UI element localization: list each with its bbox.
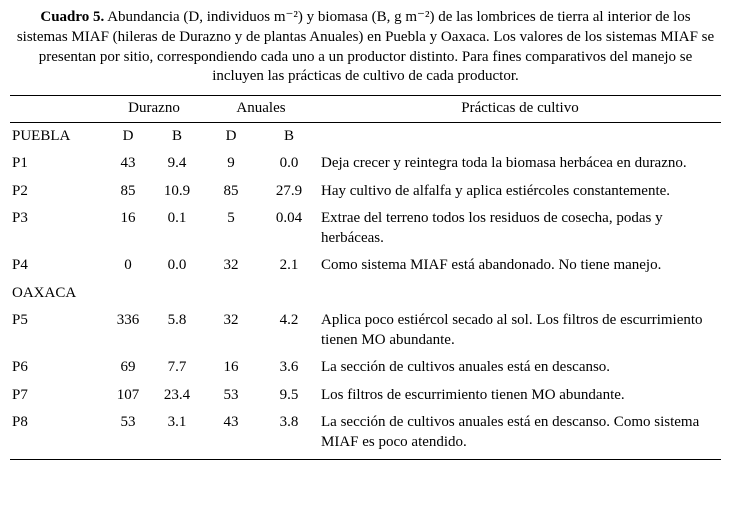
site-cell: P4	[12, 257, 28, 274]
site-cell: P1	[12, 155, 28, 172]
anuales-b-cell: 9.5	[279, 386, 299, 403]
durazno-b-cell: 9.4	[167, 155, 187, 172]
anuales-d-cell: 5	[227, 210, 235, 227]
data-table	[10, 95, 721, 460]
durazno-d-cell: 69	[120, 359, 136, 376]
anuales-d-cell: 9	[227, 155, 235, 172]
anuales-b-cell: 3.8	[259, 409, 319, 460]
anuales-d-cell: 43	[203, 409, 259, 460]
subheader-anuales-b: B	[283, 127, 294, 144]
site-cell: P2	[12, 182, 28, 199]
anuales-d-cell: 16	[223, 359, 239, 376]
site-cell: P3	[12, 210, 28, 227]
anuales-d-cell: 32	[223, 257, 239, 274]
section-name: OAXACA	[12, 284, 77, 301]
table-row	[10, 307, 721, 354]
site-cell: P6	[12, 359, 28, 376]
durazno-b-cell: 0.1	[167, 210, 187, 227]
site-cell: P7	[12, 386, 28, 403]
table-row	[10, 178, 721, 206]
anuales-d-cell: 85	[223, 182, 239, 199]
anuales-d-cell: 53	[223, 386, 239, 403]
practice-cell: Como sistema MIAF está abandonado. No tiene manejo.	[321, 257, 662, 274]
anuales-d-cell: 32	[223, 312, 239, 329]
section-name: PUEBLA	[12, 127, 71, 144]
subheader-durazno-d: D	[122, 127, 134, 144]
anuales-b-cell: 3.6	[279, 359, 299, 376]
subheader-anuales-d: D	[225, 127, 237, 144]
col-header-practicas: Prácticas de cultivo	[319, 96, 721, 123]
durazno-b-cell: 0.0	[167, 257, 187, 274]
empty-cell	[319, 122, 721, 150]
anuales-b-cell: 27.9	[275, 182, 303, 199]
anuales-b-cell: 2.1	[279, 257, 299, 274]
practice-cell: La sección de cultivos anuales está en descanso. Como sistema MIAF es poco atendido.	[319, 409, 721, 460]
table-row	[10, 382, 721, 410]
empty-header-cell	[10, 96, 105, 123]
table-row	[10, 354, 721, 382]
durazno-b-cell: 10.9	[163, 182, 191, 199]
practice-cell: Extrae del terreno todos los residuos de cosecha, podas y herbáceas.	[321, 210, 663, 246]
anuales-b-cell: 0.0	[279, 155, 299, 172]
section-header-row-oaxaca	[10, 280, 721, 308]
durazno-b-cell: 3.1	[151, 409, 203, 460]
durazno-d-cell: 85	[120, 182, 136, 199]
table-caption-text: Abundancia (D, individuos m⁻²) y biomasa (B, g m⁻²) de las lombrices de tierra al interior de los sistemas MIAF (hileras de Durazno y de plantas Anuales) en Puebla y Oaxaca. Los valores de los sistemas MIAF se presentan por sitio, correspondiendo cada uno a un productor distinto. Para fines comparativos del manejo se incluyen las prácticas de cultivo de cada productor.	[16, 9, 715, 85]
site-cell: P5	[12, 312, 28, 329]
group-header-row	[10, 96, 721, 123]
durazno-d-cell: 43	[120, 155, 136, 172]
practice-cell: Aplica poco estiércol secado al sol. Los filtros de escurrimiento tienen MO abundante.	[321, 312, 703, 348]
durazno-d-cell: 0	[124, 257, 132, 274]
table-row	[10, 409, 721, 460]
practice-cell: Los filtros de escurrimiento tienen MO abundante.	[321, 386, 625, 403]
durazno-d-cell: 336	[116, 312, 140, 329]
table-row	[10, 252, 721, 280]
anuales-b-cell: 0.04	[275, 210, 303, 227]
anuales-b-cell: 4.2	[279, 312, 299, 329]
section-header-row-puebla	[10, 122, 721, 150]
col-group-durazno: Durazno	[105, 96, 203, 123]
table-caption	[14, 8, 717, 87]
site-cell: P8	[10, 409, 105, 460]
table-row	[10, 150, 721, 178]
subheader-durazno-b: B	[171, 127, 182, 144]
durazno-b-cell: 5.8	[167, 312, 187, 329]
table-caption-label: Cuadro 5.	[40, 9, 105, 25]
practice-cell: La sección de cultivos anuales está en descanso.	[321, 359, 611, 376]
durazno-d-cell: 53	[105, 409, 151, 460]
durazno-d-cell: 16	[120, 210, 136, 227]
durazno-b-cell: 23.4	[163, 386, 191, 403]
table-row	[10, 205, 721, 252]
durazno-b-cell: 7.7	[167, 359, 187, 376]
col-group-anuales: Anuales	[203, 96, 319, 123]
practice-cell: Deja crecer y reintegra toda la biomasa herbácea en durazno.	[321, 155, 687, 172]
durazno-d-cell: 107	[116, 386, 140, 403]
practice-cell: Hay cultivo de alfalfa y aplica estiércoles constantemente.	[321, 182, 671, 199]
